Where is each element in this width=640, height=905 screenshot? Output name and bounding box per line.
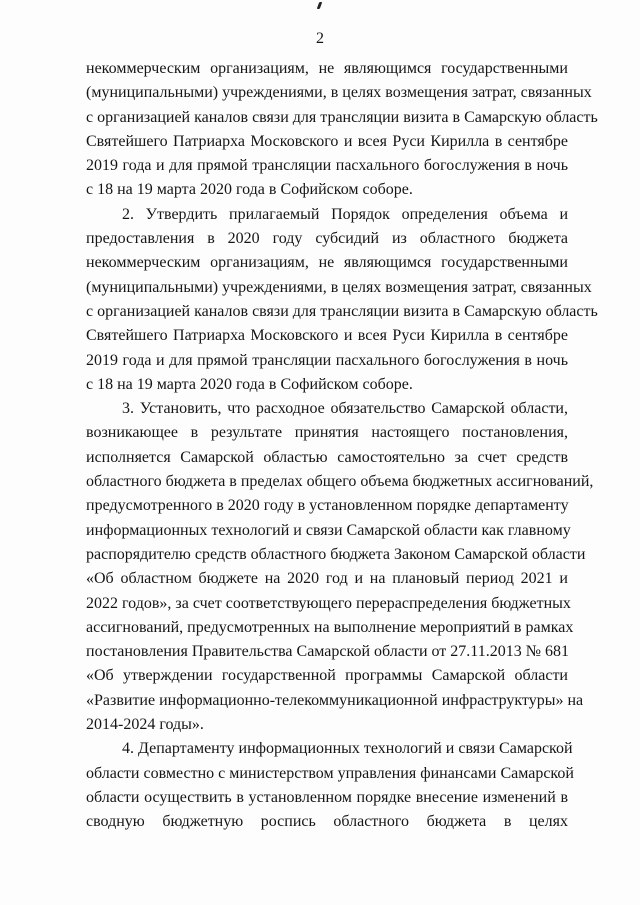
text-line: «Об областном бюджете на 2020 год и на плановый период 2021 и	[86, 570, 568, 588]
text-line: предоставления в 2020 году субсидий из областного бюджета	[86, 230, 568, 248]
text-line: 2019 года и для прямой трансляции пасхального богослужения в ночь	[86, 351, 568, 369]
text-line: с 18 на 19 марта 2020 года в Софийском соборе.	[86, 375, 413, 393]
paragraph-3	[86, 397, 594, 737]
text-line: предусмотренного в 2020 году в установленном порядке департаменту	[86, 497, 569, 515]
text-line: некоммерческим организациям, не являющимся государственными	[86, 60, 568, 77]
text-line: 2. Утвердить прилагаемый Порядок определения объема и	[122, 205, 568, 223]
paragraph-4	[86, 737, 574, 834]
text-line: постановления Правительства Самарской области от 27.11.2013 № 681	[86, 643, 569, 661]
text-line: 2014-2024 годы».	[86, 716, 204, 734]
text-line: с организацией каналов связи для трансляции визита в Самарскую область	[86, 302, 598, 320]
text-line: Святейшего Патриарха Московского и всея Руси Кирилла в сентябре	[86, 132, 568, 150]
paragraph-1-continuation	[86, 57, 598, 203]
paragraph-2	[86, 203, 598, 397]
text-line: 3. Установить, что расходное обязательство Самарской области,	[122, 400, 568, 418]
scan-mark	[317, 2, 323, 9]
text-line: областного бюджета в пределах общего объема бюджетных ассигнований,	[86, 473, 594, 491]
text-line: сводную бюджетную роспись областного бюджета в целях	[86, 813, 568, 831]
text-line: (муниципальными) учреждениями, в целях возмещения затрат, связанных	[86, 278, 592, 296]
text-line: «Об утверждении государственной программы Самарской области	[86, 667, 568, 685]
document-body	[86, 57, 598, 835]
text-line: 2022 годов», за счет соответствующего перераспределения бюджетных	[86, 594, 571, 612]
text-line: области совместно с министерством управления финансами Самарской	[86, 764, 574, 782]
text-line: «Развитие информационно-телекоммуникационной инфраструктуры» на	[86, 691, 584, 709]
page-number: 2	[316, 30, 324, 47]
text-line: с 18 на 19 марта 2020 года в Софийском соборе.	[86, 181, 413, 199]
text-line: распорядителю средств областного бюджета Законом Самарской области	[86, 545, 586, 563]
text-line: с организацией каналов связи для трансляции визита в Самарскую область	[86, 108, 598, 126]
text-line: (муниципальными) учреждениями, в целях возмещения затрат, связанных	[86, 84, 592, 102]
text-line: Святейшего Патриарха Московского и всея Руси Кирилла в сентябре	[86, 327, 568, 345]
text-line: ассигнований, предусмотренных на выполнение мероприятий в рамках	[86, 618, 574, 636]
text-line: возникающее в результате принятия настоящего постановления,	[86, 424, 568, 442]
text-line: информационных технологий и связи Самарской области как главному	[86, 521, 571, 539]
text-line: 2019 года и для прямой трансляции пасхального богослужения в ночь	[86, 157, 568, 175]
text-line: области осуществить в установленном порядке внесение изменений в	[86, 788, 568, 806]
text-line: исполняется Самарской областью самостоятельно за счет средств	[86, 448, 568, 466]
text-line: 4. Департаменту информационных технологий и связи Самарской	[122, 740, 573, 758]
text-line: некоммерческим организациям, не являющимся государственными	[86, 254, 568, 272]
